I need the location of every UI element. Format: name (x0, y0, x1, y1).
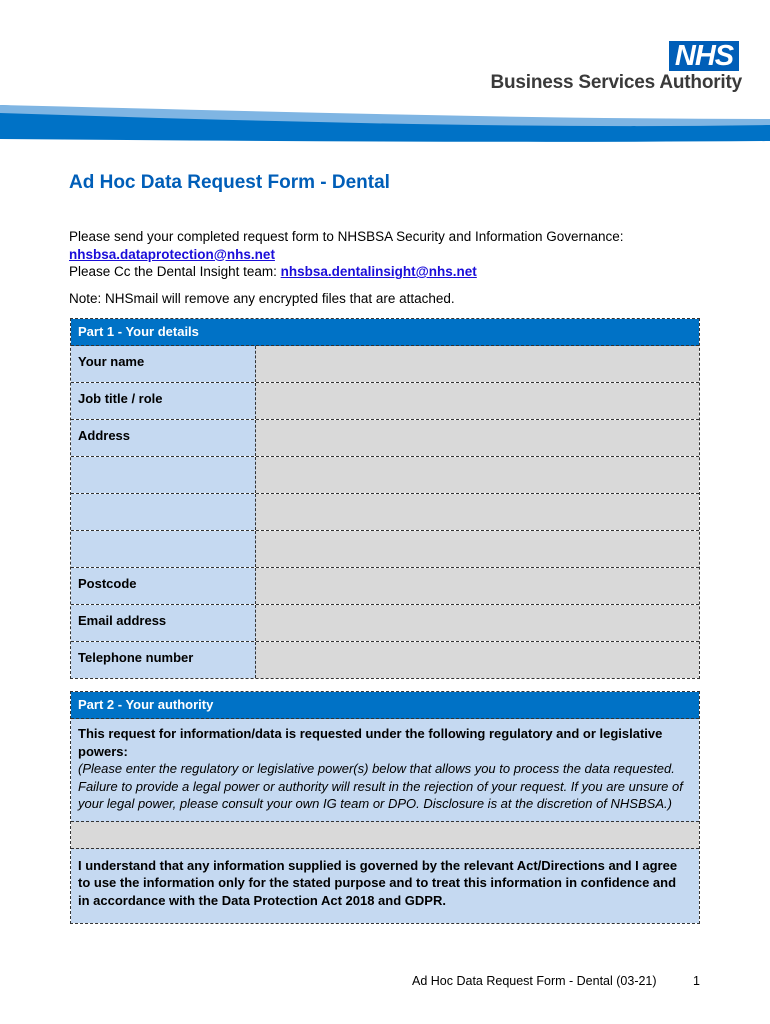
table-row (71, 457, 699, 494)
declaration-text: I understand that any information supplied is governed by the relevant Act/Directions and I agree to use the information only for the stated purpose and to treat this information in confidence and in accordance with the Data Protection Act 2018 and GDPR. (71, 849, 699, 924)
address-line-4-field[interactable] (256, 531, 699, 567)
organisation-name: Business Services Authority (490, 72, 742, 93)
table-row (71, 605, 699, 642)
postcode-field[interactable] (256, 568, 699, 604)
intro-text (69, 228, 709, 281)
field-label (71, 457, 256, 493)
part1-table (70, 318, 700, 679)
part1-heading: Part 1 - Your details (71, 319, 699, 346)
field-label: Telephone number (71, 642, 256, 678)
name-field[interactable] (256, 346, 699, 382)
job-title-field[interactable] (256, 383, 699, 419)
legal-powers-field[interactable] (71, 822, 699, 849)
encryption-note: Note: NHSmail will remove any encrypted files that are attached. (69, 291, 455, 306)
field-label: Postcode (71, 568, 256, 604)
email-field[interactable] (256, 605, 699, 641)
legal-powers-instructions (71, 719, 699, 822)
field-label (71, 531, 256, 567)
field-label: Your name (71, 346, 256, 382)
header-swoosh (0, 103, 770, 147)
address-line-1-field[interactable] (256, 420, 699, 456)
legal-powers-guidance: (Please enter the regulatory or legislative power(s) below that allows you to process the data requested. Failure to provide a legal power or authority will result in the rejection of your request. If you are unsure of your legal power, please consult your own IG team or DPO. Disclosure is at the discretion of NHSBSA.) (78, 761, 683, 811)
page-number: 1 (693, 974, 700, 988)
dentalinsight-email-link[interactable]: nhsbsa.dentalinsight@nhs.net (280, 264, 477, 279)
cc-line: Please Cc the Dental Insight team: (69, 264, 281, 279)
dataprotection-email-link[interactable]: nhsbsa.dataprotection@nhs.net (69, 246, 275, 262)
table-row (71, 568, 699, 605)
table-row (71, 383, 699, 420)
field-label: Email address (71, 605, 256, 641)
field-label: Address (71, 420, 256, 456)
address-line-2-field[interactable] (256, 457, 699, 493)
footer-text: Ad Hoc Data Request Form - Dental (03-21) (412, 974, 657, 988)
table-row (71, 531, 699, 568)
legal-powers-statement: This request for information/data is requested under the following regulatory and or legislative powers: (78, 726, 663, 759)
field-label: Job title / role (71, 383, 256, 419)
intro-line: Please send your completed request form to NHSBSA Security and Information Governance: (69, 229, 624, 244)
part2-heading: Part 2 - Your authority (71, 692, 699, 719)
field-label (71, 494, 256, 530)
part2-table (70, 691, 700, 924)
nhs-logo: NHS (669, 41, 739, 71)
telephone-field[interactable] (256, 642, 699, 678)
address-line-3-field[interactable] (256, 494, 699, 530)
table-row (71, 494, 699, 531)
table-row (71, 420, 699, 457)
table-row (71, 642, 699, 678)
table-row (71, 346, 699, 383)
page-title: Ad Hoc Data Request Form - Dental (69, 172, 390, 193)
